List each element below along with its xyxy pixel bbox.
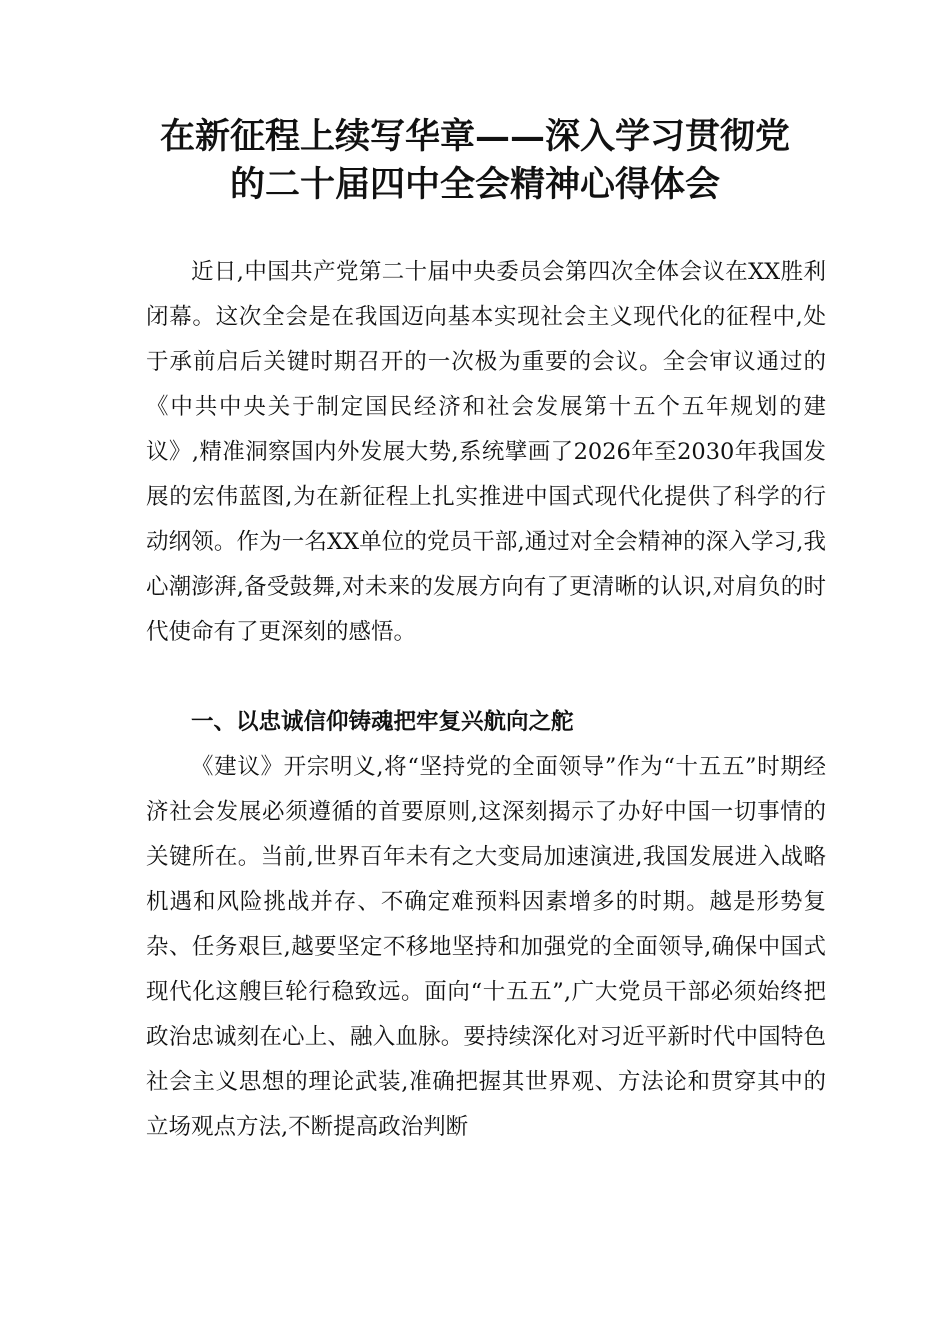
paragraph-intro: 近日,中国共产党第二十届中央委员会第四次全体会议在XX胜利闭幕。这次全会是在我国迈向基本实现社会主义现代化的征程中,处于承前启后关键时期召开的一次极为重要的会议。全会审议通过的《中共中央关于制定国民经济和社会发展第十五个五年规划的建议》,精准洞察国内外发展大势,系统擘画了2026年至2030年我国发展的宏伟蓝图,为在新征程上扎实推进中国式现代化提供了科学的行动纲领。作为一名XX单位的党员干部,通过对全会精神的深入学习,我心潮澎湃,备受鼓舞,对未来的发展方向有了更清晰的认识,对肩负的时代使命有了更深刻的感悟。 bbox=[146, 259, 826, 645]
section-heading-1: 一、以忠诚信仰铸魂把牢复兴航向之舵 bbox=[191, 709, 574, 735]
document-title-line-2: 的二十届四中全会精神心得体会 bbox=[229, 164, 720, 205]
paragraph-section-1: 《建议》开宗明义,将“坚持党的全面领导”作为“十五五”时期经济社会发展必须遵循的首要原则,这深刻揭示了办好中国一切事情的关键所在。当前,世界百年未有之大变局加速演进,我国发展进入战略机遇和风险挑战并存、不确定难预料因素增多的时期。越是形势复杂、任务艰巨,越要坚定不移地坚持和加强党的全面领导,确保中国式现代化这艘巨轮行稳致远。面向“十五五”,广大党员干部必须始终把政治忠诚刻在心上、融入血脉。要持续深化对习近平新时代中国特色社会主义思想的理论武装,准确把握其世界观、方法论和贯穿其中的立场观点方法,不断提高政治判断 bbox=[146, 754, 826, 1140]
document-title-line-1: 在新征程上续写华章——深入学习贯彻党 bbox=[159, 116, 790, 157]
